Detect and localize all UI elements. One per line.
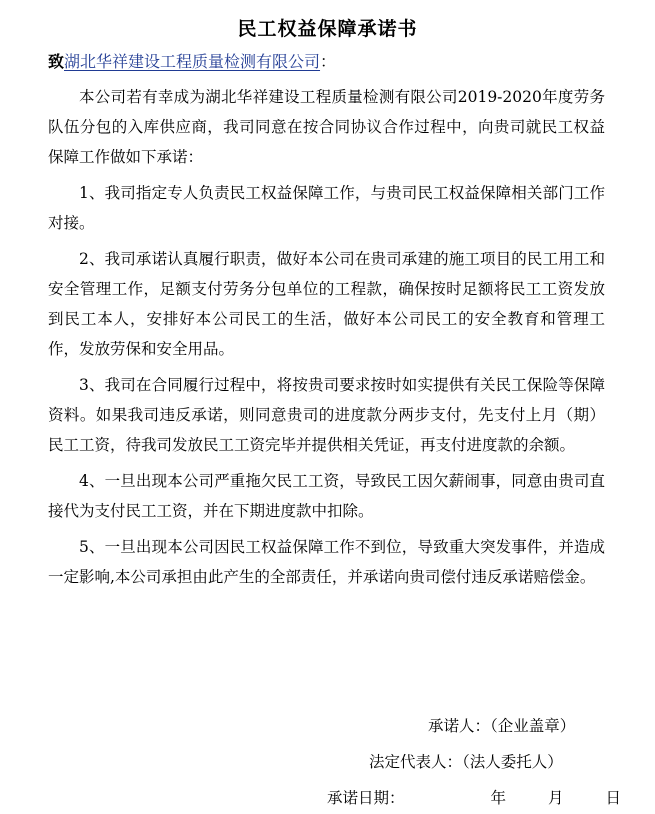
addressee-prefix: 致 bbox=[48, 52, 65, 71]
commitment-item-1: 1、我司指定专人负责民工权益保障工作，与贵司民工权益保障相关部门工作对接。 bbox=[48, 184, 605, 232]
addressee-suffix: ： bbox=[320, 52, 337, 71]
commitment-item-4: 4、一旦出现本公司严重拖欠民工工资，导致民工因欠薪闹事，同意由贵司直接代为支付民工工资，并在下期进度款中扣除。 bbox=[48, 472, 605, 520]
addressee-company: 湖北华祥建设工程质量检测有限公司 bbox=[64, 52, 321, 71]
legal-representative-signature: 法定代表人：（法人委托人） bbox=[369, 753, 563, 771]
commitment-item-5: 5、一旦出现本公司因民工权益保障工作不到位，导致重大突发事件，并造成一定影响,本公司承担由此产生的全部责任，并承诺向贵司偿付违反承诺赔偿金。 bbox=[48, 538, 605, 586]
date-year: 年 bbox=[490, 789, 507, 807]
commitment-date bbox=[327, 786, 621, 808]
commitment-item-3: 3、我司在合同履行过程中，将按贵司要求按时如实提供有关民工保险等保障资料。如果我司违反承诺，则同意贵司的进度款分两步支付，先支付上月（期）民工工资，待我司发放民工工资完毕并提供相关凭证，再支付进度款的余额。 bbox=[48, 376, 605, 454]
document-title: 民工权益保障承诺书 bbox=[237, 18, 418, 40]
addressee-line bbox=[48, 52, 336, 72]
intro-paragraph: 本公司若有幸成为湖北华祥建设工程质量检测有限公司2019-2020年度劳务队伍分包的入库供应商，我司同意在按合同协议合作过程中，向贵司就民工权益保障工作做如下承诺： bbox=[48, 88, 605, 166]
commitment-item-2: 2、我司承诺认真履行职责，做好本公司在贵司承建的施工项目的民工用工和安全管理工作，足额支付劳务分包单位的工程款，确保按时足额将民工工资发放到民工本人，安排好本公司民工的生活，做好本公司民工的安全教育和管理工作，发放劳保和安全用品。 bbox=[48, 250, 605, 358]
commitment-body bbox=[48, 82, 605, 598]
date-day: 日 bbox=[605, 789, 622, 807]
date-month: 月 bbox=[548, 789, 564, 807]
date-label: 承诺日期： bbox=[327, 789, 405, 807]
committer-signature: 承诺人：（企业盖章） bbox=[428, 717, 576, 735]
